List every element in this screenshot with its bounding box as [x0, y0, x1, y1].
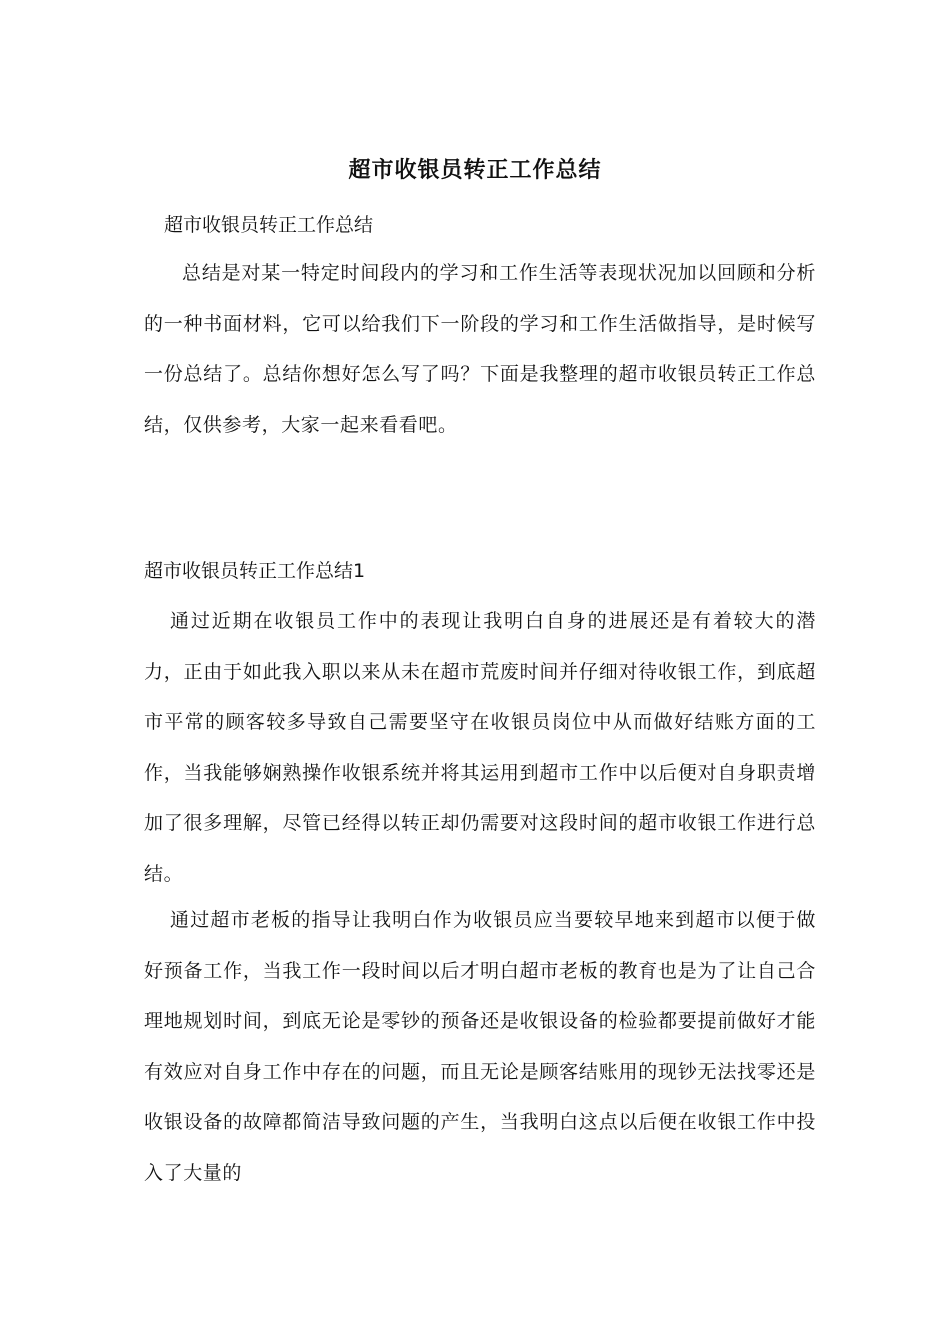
body-paragraph-1: 通过近期在收银员工作中的表现让我明白自身的进展还是有着较大的潜力，正由于如此我入职以来从未在超市荒废时间并仔细对待收银工作，到底超市平常的顾客较多导致自己需要坚守在收银员岗位中从而做好结账方面的工作，当我能够娴熟操作收银系统并将其运用到超市工作中以后便对自身职责增加了很多理解，尽管已经得以转正却仍需要对这段时间的超市收银工作进行总结。: [144, 610, 816, 885]
document-title: 超市收银员转正工作总结: [348, 157, 602, 183]
document-subtitle: 超市收银员转正工作总结: [164, 214, 374, 236]
section-heading: 超市收银员转正工作总结1: [144, 560, 366, 582]
body-paragraph-2: 通过超市老板的指导让我明白作为收银员应当要较早地来到超市以便于做好预备工作，当我工作一段时间以后才明白超市老板的教育也是为了让自己合理地规划时间，到底无论是零钞的预备还是收银设备的检验都要提前做好才能有效应对自身工作中存在的问题，而且无论是顾客结账用的现钞无法找零还是收银设备的故障都简洁导致问题的产生，当我明白这点以后便在收银工作中投入了大量的: [144, 909, 816, 1184]
intro-paragraph: 总结是对某一特定时间段内的学习和工作生活等表现状况加以回顾和分析的一种书面材料，它可以给我们下一阶段的学习和工作生活做指导，是时候写一份总结了。总结你想好怎么写了吗？下面是我整理的超市收银员转正工作总结，仅供参考，大家一起来看看吧。: [144, 262, 816, 436]
